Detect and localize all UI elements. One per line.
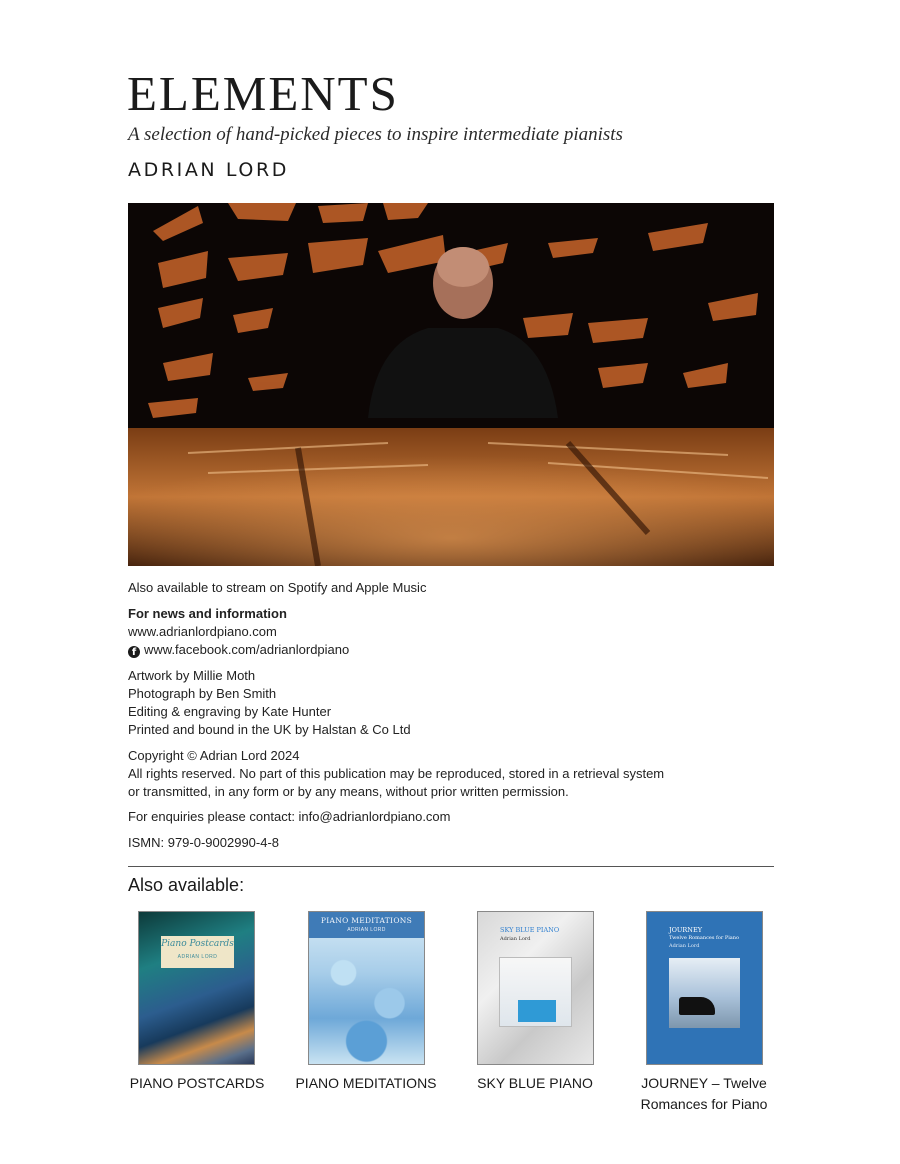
section-divider	[128, 866, 774, 867]
streaming-note: Also available to stream on Spotify and Apple Music	[128, 580, 427, 595]
book-caption-sky-blue-piano[interactable]: SKY BLUE PIANO	[477, 1075, 593, 1091]
book-cover-journey[interactable]	[646, 911, 763, 1065]
credit-photograph: Photograph by Ben Smith	[128, 686, 277, 701]
book-caption-journey-line1: JOURNEY – Twelve	[641, 1075, 767, 1091]
cover-grand-piano-illustration	[679, 997, 715, 1015]
cover-title: PIANO MEDITATIONS	[320, 916, 413, 925]
book-cover-piano-meditations[interactable]	[308, 911, 425, 1065]
copyright-line: Copyright © Adrian Lord 2024	[128, 748, 300, 763]
credit-printing: Printed and bound in the UK by Halstan & Co Ltd	[128, 722, 411, 737]
website-link[interactable]: www.adrianlordpiano.com	[128, 624, 277, 639]
cover-plate	[161, 936, 234, 968]
cover-title: JOURNEY	[669, 926, 703, 934]
cover-author: ADRIAN LORD	[177, 954, 218, 960]
credit-editing: Editing & engraving by Kate Hunter	[128, 704, 332, 719]
cover-title: Piano Postcards	[161, 939, 234, 949]
cover-title: SKY BLUE PIANO	[500, 926, 560, 934]
cover-author: Adrian Lord	[500, 936, 531, 942]
news-heading	[128, 605, 287, 623]
cover-subtitle: Twelve Romances for Piano	[669, 935, 740, 941]
pianist-photo	[128, 203, 774, 566]
book-caption-piano-meditations[interactable]: PIANO MEDITATIONS	[295, 1075, 437, 1091]
rights-line-2: or transmitted, in any form or by any means, without prior written permission.	[128, 784, 569, 799]
page-subtitle: A selection of hand-picked pieces to inspire intermediate pianists	[128, 124, 623, 145]
cover-photo	[669, 958, 740, 1028]
cover-piano-illustration	[518, 1000, 556, 1022]
facebook-icon: f	[128, 646, 140, 658]
credit-artwork: Artwork by Millie Moth	[128, 668, 256, 683]
book-cover-sky-blue-piano[interactable]	[477, 911, 594, 1065]
book-cover-piano-postcards[interactable]	[138, 911, 255, 1065]
author-name: ADRIAN LORD	[128, 159, 289, 181]
book-caption-journey[interactable]	[620, 1073, 788, 1115]
book-caption-journey-line2: Romances for Piano	[640, 1096, 768, 1112]
also-available-heading: Also available:	[128, 875, 245, 895]
cover-author: Adrian Lord	[669, 943, 700, 949]
facebook-link-text: www.facebook.com/adrianlordpiano	[144, 642, 350, 657]
cover-author: ADRIAN LORD	[347, 927, 386, 933]
facebook-link[interactable]	[128, 641, 349, 659]
ismn-line: ISMN: 979-0-9002990-4-8	[128, 835, 280, 850]
page-title: ELEMENTS	[127, 66, 399, 121]
cover-band	[309, 912, 424, 938]
news-heading-text: For news and information	[128, 606, 287, 621]
rights-line-1: All rights reserved. No part of this publication may be reproduced, stored in a retrieval system	[128, 766, 665, 781]
book-caption-piano-postcards[interactable]: PIANO POSTCARDS	[129, 1075, 265, 1091]
enquiries-line: For enquiries please contact: info@adrianlordpiano.com	[128, 809, 451, 824]
